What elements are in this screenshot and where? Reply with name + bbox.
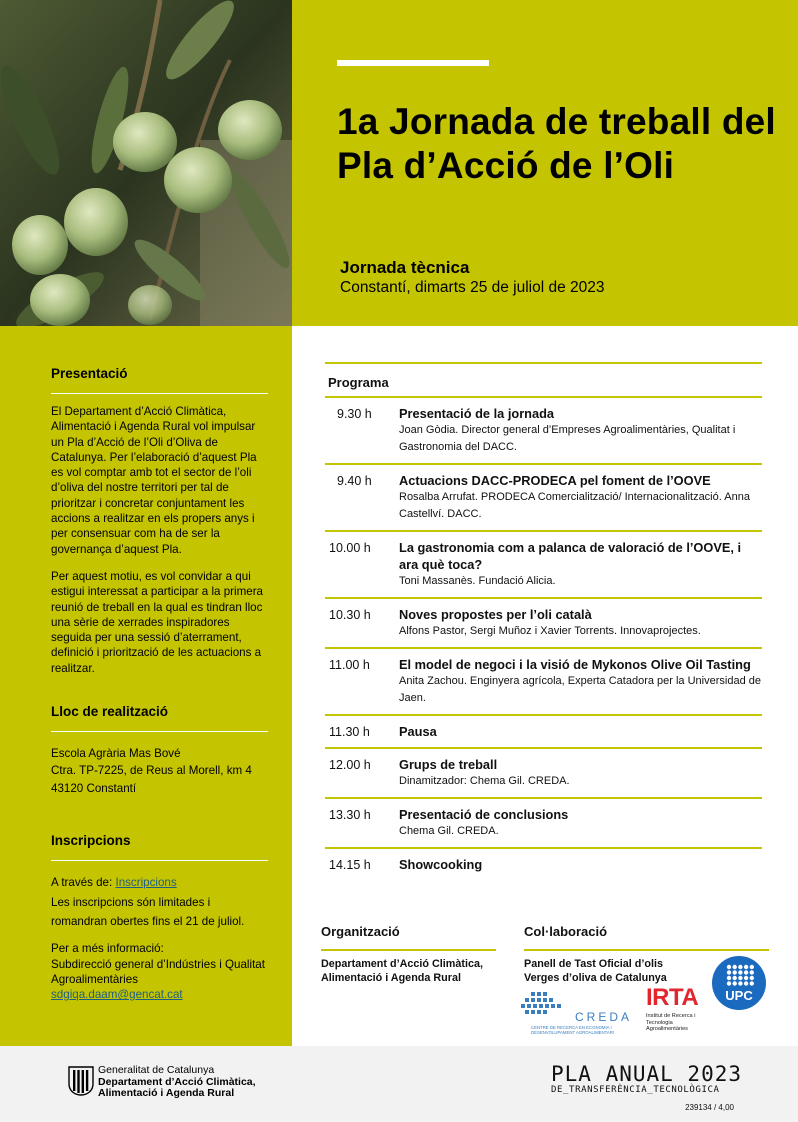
collaboracio-text: Panell de Tast Oficial d’olis Verges d’oliva de Catalunya — [524, 958, 667, 984]
inscripcions-prefix: A través de: — [51, 876, 113, 889]
presentacio-paragraph-2: Per aquest motiu, es vol convidar a qui estigui interessat a participar a la primera reunió de treball en la qual es tindran lloc una sèrie de xerrades inspiradores seguida per una sessió d’aterrament, definició i priorització de les actuacions a realitzar. — [51, 569, 264, 675]
program-heading: Programa — [325, 364, 762, 398]
lloc-line-3: 43120 Constantí — [51, 781, 137, 795]
program-detail: Dinamitzador: Chema Gil. CREDA. — [399, 775, 570, 787]
inscripcions-heading: Inscripcions — [51, 833, 268, 861]
hero-banner — [292, 0, 798, 326]
contact-email-link[interactable]: sdgiqa.daam@gencat.cat — [51, 988, 183, 1002]
upc-name: UPC — [725, 988, 753, 1003]
event-subtitle: Jornada tècnica — [340, 258, 470, 277]
program-time: 10.30 h — [329, 608, 371, 622]
program-title: Presentació de la jornada — [399, 406, 555, 421]
program-time: 11.30 h — [329, 725, 370, 739]
presentacio-section — [51, 366, 268, 676]
program-item — [325, 532, 762, 599]
generalitat-logo-icon — [68, 1066, 94, 1096]
creda-logo — [521, 990, 641, 1038]
collaboracio-heading: Col·laboració — [524, 924, 608, 939]
program-title: Presentació de conclusions — [399, 807, 569, 822]
program-time: 11.00 h — [329, 658, 370, 672]
program-time: 13.30 h — [329, 808, 371, 822]
upc-logo — [712, 956, 766, 1010]
collaboracio-divider — [524, 949, 769, 951]
program-title: Showcooking — [399, 857, 483, 872]
department-name-line-1: Departament d’Acció Climàtica, — [98, 1075, 256, 1088]
hero-accent-bar — [337, 60, 489, 66]
info-label: Per a més informació: — [51, 942, 164, 956]
document-code: 239134 / 4,00 — [685, 1103, 734, 1112]
program-title: Noves propostes per l’oli català — [399, 607, 592, 622]
inscripcions-prefix-line — [51, 875, 268, 890]
info-unit: Subdirecció general d’Indústries i Qualitat Agroalimentàries — [51, 957, 265, 986]
program-time: 12.00 h — [329, 758, 371, 772]
program-title: La gastronomia com a palanca de valoració de l’OOVE, i ara què toca? — [399, 540, 742, 572]
presentacio-paragraph-1: El Departament d’Acció Climàtica, Alimentació i Agenda Rural vol impulsar un Pla d’Acció de l’Oli d’Oliva de Catalunya. Per l’elaboració d’aquest Pla es vol comptar amb tot el sector de l’oli d’oliva del nostre territori per tal de prioritzar i concretar conjuntament les accions a realitzar en els propers anys i per consensuar com ha de ser la governança d’aquest Pla. — [51, 405, 257, 556]
organitzacio-heading: Organització — [321, 924, 400, 939]
program-item — [325, 799, 762, 849]
program-title: Actuacions DACC-PRODECA pel foment de l’OOVE — [399, 473, 711, 488]
sidebar — [0, 326, 292, 1046]
lloc-heading: Lloc de realització — [51, 704, 268, 732]
inscripcions-note: Les inscripcions són limitades i romandran obertes fins el 21 de juliol. — [51, 896, 245, 929]
presentacio-heading: Presentació — [51, 366, 268, 394]
footer — [0, 1046, 798, 1122]
program-time: 9.30 h — [337, 407, 372, 421]
program-title: Pausa — [399, 724, 437, 739]
pla-anual-title: PLA ANUAL 2023 — [551, 1062, 743, 1086]
olive-photo — [0, 0, 292, 326]
program-detail: Rosalba Arrufat. PRODECA Comercialització/ Internacionalització. Anna Castellví. DACC. — [399, 491, 750, 520]
program-item — [325, 649, 762, 716]
program-item — [325, 398, 762, 465]
inscripcions-link[interactable]: Inscripcions — [115, 876, 177, 889]
pla-anual-subtitle: DE_TRANSFERÈNCIA_TECNOLÒGICA — [551, 1085, 720, 1095]
pla-anual-logo — [551, 1062, 742, 1095]
creda-name: CREDA — [575, 1010, 633, 1024]
program-detail: Alfons Pastor, Sergi Muñoz i Xavier Torrents. Innovaprojectes. — [399, 625, 701, 637]
olive-photo-illustration — [0, 0, 292, 326]
lloc-line-1: Escola Agrària Mas Bové — [51, 747, 181, 760]
department-name-line-2: Alimentació i Agenda Rural — [98, 1087, 235, 1099]
irta-subtitle: Institut de Recerca i Tecnologia Agroalimentàries — [646, 1013, 696, 1032]
generalitat-text — [98, 1065, 256, 1100]
program-table — [325, 362, 762, 880]
program-detail: Toni Massanès. Fundació Alicia. — [399, 575, 556, 587]
program-time: 9.40 h — [337, 474, 372, 488]
program-item — [325, 716, 762, 749]
program-item — [325, 599, 762, 649]
program-item — [325, 465, 762, 532]
program-time: 14.15 h — [329, 858, 371, 872]
inscripcions-section — [51, 833, 268, 1002]
event-date: Constantí, dimarts 25 de juliol de 2023 — [340, 279, 605, 296]
program-title: Grups de treball — [399, 757, 498, 772]
lloc-section — [51, 704, 268, 796]
program-detail: Joan Gòdia. Director general d’Empreses Agroalimentàries, Qualitat i Gastronomia del DACC. — [399, 424, 736, 453]
program-item — [325, 749, 762, 799]
organitzacio-text: Departament d’Acció Climàtica, Alimentació i Agenda Rural — [321, 958, 484, 984]
lloc-line-2: Ctra. TP-7225, de Reus al Morell, km 4 — [51, 764, 252, 778]
creda-dots-icon — [521, 990, 581, 1018]
generalitat-name: Generalitat de Catalunya — [98, 1064, 215, 1076]
program-item — [325, 849, 762, 880]
page-title: 1a Jornada de treball del Pla d’Acció de l’Oli — [337, 101, 776, 186]
creda-subtitle: CENTRE DE RECERCA EN ECONOMIA I DESENVOLUPAMENT AGROALIMENTARI — [531, 1025, 615, 1035]
organitzacio-section — [321, 924, 496, 985]
organitzacio-divider — [321, 949, 496, 951]
program-detail: Chema Gil. CREDA. — [399, 825, 499, 837]
irta-logo — [646, 986, 710, 1036]
program-time: 10.00 h — [329, 541, 371, 555]
irta-name: IRTA — [646, 984, 699, 1011]
program-title: El model de negoci i la visió de Mykonos Olive Oil Tasting — [399, 657, 751, 672]
program-detail: Anita Zachou. Enginyera agrícola, Experta Catadora per la Universidad de Jaen. — [399, 675, 761, 704]
